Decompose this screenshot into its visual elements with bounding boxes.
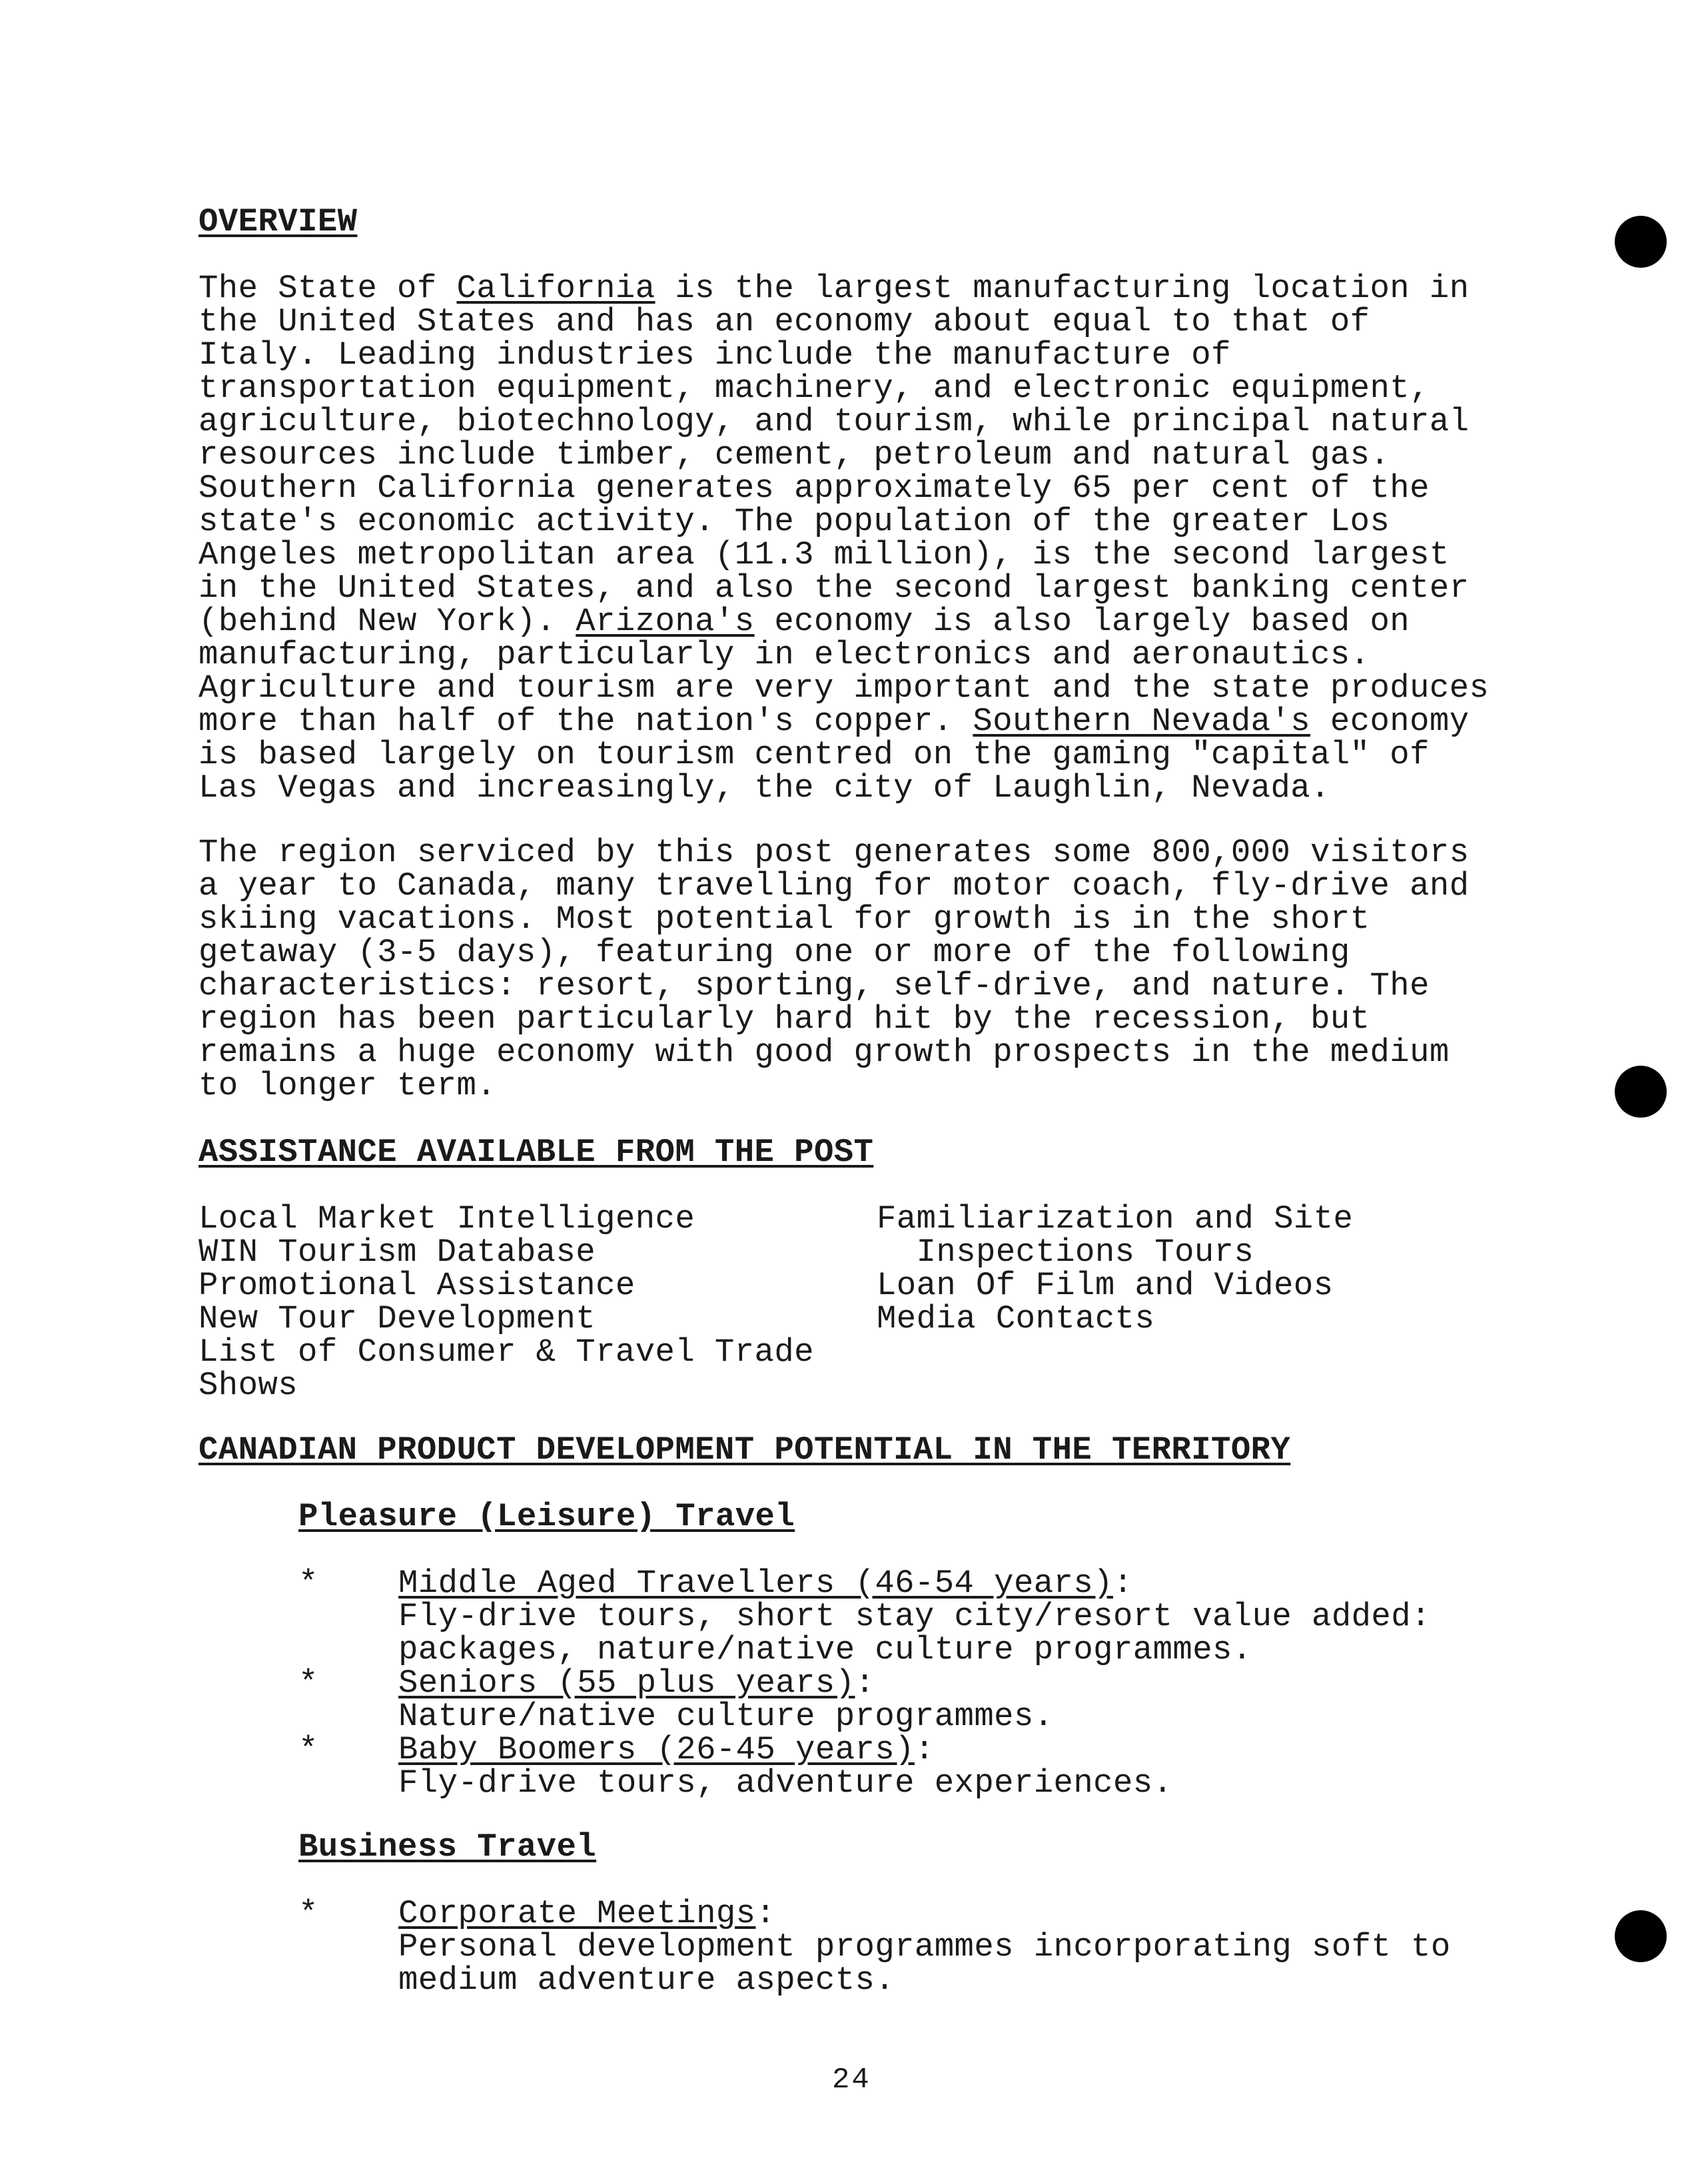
bullet-item-description: Personal development programmes incorporating soft to (398, 1928, 1451, 1966)
colon: : (1112, 1565, 1133, 1602)
page-number: 24 (832, 2063, 871, 2097)
text-segment: manufacturing, particularly in electronics and aeronautics. (199, 636, 1370, 673)
assistance-item: Promotional Assistance (199, 1267, 636, 1304)
audience-segment-label: Corporate Meetings (398, 1895, 756, 1932)
assistance-item: Loan Of Film and Videos (877, 1267, 1334, 1304)
bullet-marker: * (298, 1565, 318, 1602)
text-segment: Southern California generates approximately 65 per cent of the (199, 470, 1430, 507)
overview-line (199, 705, 1470, 738)
assistance-heading: ASSISTANCE AVAILABLE FROM THE POST (199, 1134, 874, 1171)
colon: : (755, 1895, 776, 1932)
assistance-item: Shows (199, 1367, 298, 1404)
overview-line (199, 571, 1470, 605)
product-development-heading: CANADIAN PRODUCT DEVELOPMENT POTENTIAL IN THE TERRITORY (199, 1431, 1291, 1469)
overview-line: The region serviced by this post generates some 800,000 visitors (199, 834, 1470, 871)
text-segment: (behind New York). (199, 603, 576, 640)
binder-hole-middle (1615, 1066, 1667, 1118)
text-segment: is the largest manufacturing location in (655, 270, 1470, 307)
overview-line (199, 472, 1430, 505)
overview-line: region has been particularly hard hit by the recession, but (199, 1000, 1370, 1038)
text-segment: The State of (199, 270, 457, 307)
overview-line (199, 272, 1470, 305)
audience-segment-label: Middle Aged Travellers (46-54 years) (398, 1565, 1113, 1602)
bullet-item-description: Fly-drive tours, adventure experiences. (398, 1764, 1173, 1802)
overview-line (199, 305, 1370, 338)
colon: : (914, 1731, 935, 1768)
overview-line (199, 438, 1390, 472)
audience-segment-label: Seniors (55 plus years) (398, 1664, 855, 1702)
assistance-item: List of Consumer & Travel Trade (199, 1333, 814, 1371)
overview-line (199, 338, 1231, 372)
assistance-item: Inspections Tours (877, 1234, 1254, 1271)
binder-hole-top (1615, 216, 1667, 268)
text-segment: Agriculture and tourism are very important and the state produces (199, 669, 1489, 707)
text-segment: agriculture, biotechnology, and tourism, while principal natural (199, 403, 1470, 440)
text-segment: Italy. Leading industries include the manufacture of (199, 336, 1231, 374)
overview-line (199, 372, 1430, 405)
text-segment: resources include timber, cement, petroleum and natural gas. (199, 436, 1390, 474)
text-segment: is based largely on tourism centred on the gaming "capital" of (199, 736, 1430, 773)
overview-line (199, 771, 1330, 805)
overview-heading: OVERVIEW (199, 203, 358, 240)
assistance-item: New Tour Development (199, 1300, 596, 1337)
overview-line: getaway (3-5 days), featuring one or more of the following (199, 934, 1350, 971)
bullet-item-description: Fly-drive tours, short stay city/resort value added: (398, 1598, 1431, 1635)
bullet-item-title (398, 1733, 935, 1766)
text-segment: more than half of the nation's copper. (199, 703, 973, 740)
bullet-item-title (398, 1897, 775, 1930)
assistance-item: Local Market Intelligence (199, 1200, 695, 1238)
place-name-underlined: Arizona's (576, 603, 755, 640)
overview-line: skiing vacations. Most potential for growth is in the short (199, 901, 1370, 938)
assistance-item: Familiarization and Site (877, 1200, 1354, 1238)
text-segment: in the United States, and also the second largest banking center (199, 569, 1470, 607)
assistance-item: Media Contacts (877, 1300, 1155, 1337)
leisure-travel-heading: Pleasure (Leisure) Travel (298, 1498, 795, 1535)
overview-line (199, 538, 1450, 571)
bullet-item-description: packages, nature/native culture programmes. (398, 1631, 1252, 1668)
audience-segment-label: Baby Boomers (26-45 years) (398, 1731, 915, 1768)
colon: : (855, 1664, 875, 1702)
bullet-item-description: Nature/native culture programmes. (398, 1698, 1054, 1735)
text-segment: the United States and has an economy about equal to that of (199, 303, 1370, 340)
overview-line (199, 505, 1390, 538)
overview-line: a year to Canada, many travelling for motor coach, fly-drive and (199, 867, 1470, 905)
bullet-item-title (398, 1567, 1133, 1600)
text-segment: transportation equipment, machinery, and electronic equipment, (199, 370, 1430, 407)
overview-line: remains a huge economy with good growth prospects in the medium (199, 1034, 1450, 1071)
overview-line (199, 405, 1470, 438)
overview-line (199, 638, 1370, 671)
overview-line (199, 738, 1430, 771)
overview-line: characteristics: resort, sporting, self-drive, and nature. The (199, 967, 1430, 1004)
binder-hole-bottom (1615, 1910, 1667, 1962)
overview-line (199, 605, 1410, 638)
bullet-marker: * (298, 1895, 318, 1932)
text-segment: Las Vegas and increasingly, the city of Laughlin, Nevada. (199, 769, 1330, 807)
assistance-item: WIN Tourism Database (199, 1234, 596, 1271)
bullet-marker: * (298, 1731, 318, 1768)
text-segment: economy (1310, 703, 1470, 740)
overview-line: to longer term. (199, 1067, 497, 1104)
bullet-item-title (398, 1666, 875, 1700)
bullet-item-description: medium adventure aspects. (398, 1962, 895, 1999)
text-segment: Angeles metropolitan area (11.3 million), is the second largest (199, 536, 1450, 573)
bullet-marker: * (298, 1664, 318, 1702)
overview-line (199, 671, 1489, 705)
text-segment: economy is also largely based on (754, 603, 1410, 640)
place-name-underlined: Southern Nevada's (973, 703, 1311, 740)
text-segment: state's economic activity. The population of the greater Los (199, 503, 1390, 540)
business-travel-heading: Business Travel (298, 1828, 597, 1866)
place-name-underlined: California (456, 270, 655, 307)
